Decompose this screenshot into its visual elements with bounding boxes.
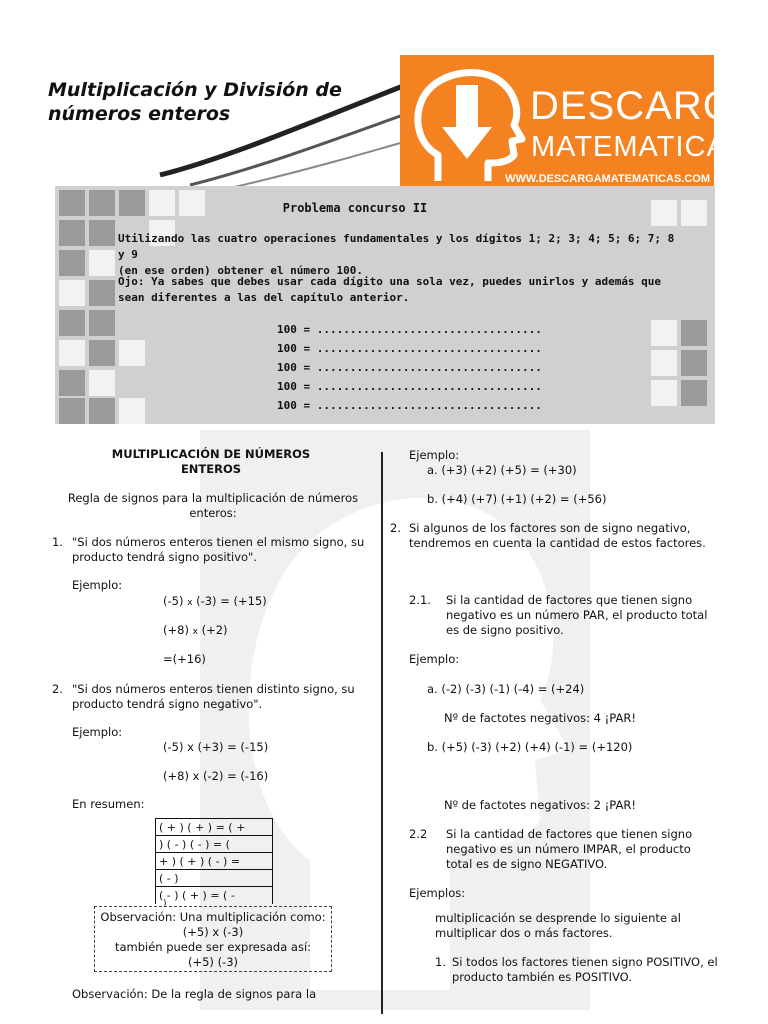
right-item-2-line-1: Si algunos de los factores son de signo negativo, (409, 521, 691, 535)
title-line-2: números enteros (48, 103, 231, 125)
multiply-sign: x (192, 627, 198, 637)
sign-rules-table (155, 818, 273, 904)
multiplication-note-line-2: multiplicar dos o más factores. (435, 926, 613, 940)
table-row (156, 836, 273, 853)
observation-footer: Observación: De la regla de signos para la (72, 987, 317, 1001)
answer-line-1: 100 = .................................. (277, 323, 542, 336)
multiplication-note (435, 911, 725, 941)
problem-box (55, 186, 715, 424)
example-label-2: Ejemplo: (72, 725, 123, 739)
example-line-5: (+8) x (-2) = (-16) (163, 769, 269, 783)
head-download-icon (408, 63, 526, 187)
right-item-2-text (409, 521, 719, 551)
section-heading-line-2: ENTEROS (180, 462, 242, 476)
subsection-2-2-line-2: negativo es un número IMPAR, el producto (446, 842, 691, 856)
right-example-a2: a. (-2) (-3) (-1) (-4) = (+24) (427, 682, 585, 696)
table-row (156, 870, 273, 887)
right-examples-label: Ejemplos: (409, 886, 466, 900)
example-line-3: =(+16) (163, 652, 206, 666)
table-cell: + ) ( + ) ( - ) = (156, 853, 273, 870)
rule-1-line-2: producto también es POSITIVO. (452, 970, 632, 984)
observation-box (94, 906, 332, 972)
right-example-b: b. (+4) (+7) (+1) (+2) = (+56) (427, 492, 607, 506)
answer-line-2: 100 = .................................. (277, 342, 542, 355)
item-2-line-2: producto tendrá signo negativo". (72, 697, 263, 711)
right-example-a: a. (+3) (+2) (+5) = (+30) (427, 463, 577, 477)
table-cell: ( + ) ( + ) = ( + (156, 819, 273, 836)
table-cell: ( - ) ( + ) = ( - (156, 887, 273, 904)
right-item-2-line-2: tendremos en cuenta la cantidad de estos factores. (409, 536, 706, 550)
table-tail: ) (163, 899, 167, 909)
rule-1-number: 1. (435, 955, 446, 969)
answer-line-5: 100 = .................................. (277, 399, 542, 412)
sign-rule-intro (58, 491, 368, 521)
sign-rule-line-1: Regla de signos para la multiplicación de números (67, 491, 359, 505)
subsection-2-1-line-1: Si la cantidad de factores que tienen signo (446, 593, 693, 607)
observation-line-3: también puede ser expresada así: (114, 940, 312, 954)
example-label-1: Ejemplo: (72, 578, 123, 592)
problem-p2-line-2: sean diferentes a las del capítulo anterior. (118, 291, 410, 304)
problem-title: Problema concurso II (282, 201, 428, 215)
example-line-4: (-5) x (+3) = (-15) (163, 740, 269, 754)
logo-url: WWW.DESCARGAMATEMATICAS.COM (505, 173, 710, 185)
example-1-right: (-3) = (+15) (196, 594, 267, 608)
subsection-2-1-line-2: negativo es un número PAR, el producto total (446, 608, 708, 622)
example-1-left: (-5) (163, 594, 184, 608)
descarga-matematicas-logo (400, 55, 763, 195)
subsection-2-2-line-3: total es de signo NEGATIVO. (446, 857, 608, 871)
example-2-right: (+2) (201, 623, 228, 637)
subsection-2-2-text (446, 827, 726, 872)
negative-count-1: Nº de factotes negativos: 4 ¡PAR! (444, 711, 636, 725)
logo-text-descarga: DESCARGA (530, 84, 763, 128)
multiplication-note-line-1: multiplicación se desprende lo siguiente al (435, 911, 681, 925)
logo-text-matematicas: MATEMATICAS (531, 131, 748, 163)
item-1-line-2: producto tendrá signo positivo". (72, 550, 258, 564)
example-line-2 (163, 623, 228, 640)
item-1-text (72, 535, 382, 565)
problem-p1-line-1: Utilizando las cuatro operaciones fundamentales y los dígitos 1; 2; 3; 4; 5; 6; 7; 8 y 9 (118, 232, 675, 261)
section-heading (96, 447, 326, 477)
problem-paragraph-2 (118, 274, 678, 306)
right-example-label: Ejemplo: (409, 448, 460, 462)
rule-1-line-1: Si todos los factores tienen signo POSITIVO, el (452, 955, 718, 969)
item-2-text (72, 682, 382, 712)
answer-line-4: 100 = .................................. (277, 380, 542, 393)
title-line-1: Multiplicación y División de (48, 79, 342, 101)
item-1-line-1: "Si dos números enteros tienen el mismo signo, su (72, 535, 365, 549)
subsection-2-1-number: 2.1. (409, 593, 431, 607)
observation-line-2: (+5) x (-3) (182, 925, 244, 939)
right-item-2-number: 2. (390, 521, 401, 535)
table-row (156, 819, 273, 836)
example-2-left: (+8) (163, 623, 189, 637)
example-line-1 (163, 594, 267, 611)
subsection-2-1-text (446, 593, 726, 638)
problem-paragraph-1 (118, 231, 678, 279)
item-2-number: 2. (52, 682, 63, 696)
negative-count-2: Nº de factotes negativos: 2 ¡PAR! (444, 798, 636, 812)
table-row (156, 887, 273, 904)
observation-line-1: Observación: Una multiplicación como: (100, 910, 326, 924)
item-1-number: 1. (52, 535, 63, 549)
problem-p1-line-2: (en ese orden) obtener el número 100. (118, 264, 364, 277)
problem-p2-line-1: Ojo: Ya sabes que debes usar cada dígito una sola vez, puedes unirlos y además que (118, 275, 662, 288)
item-2-line-1: "Si dos números enteros tienen distinto signo, su (72, 682, 355, 696)
multiply-sign: x (187, 598, 193, 608)
right-example-b2: b. (+5) (-3) (+2) (+4) (-1) = (+120) (427, 740, 633, 754)
sign-rule-line-2: enteros: (189, 506, 237, 520)
table-cell: ( - ) (156, 870, 273, 887)
section-heading-line-1: MULTIPLICACIÓN DE NÚMEROS (111, 447, 311, 461)
answer-line-3: 100 = .................................. (277, 361, 542, 374)
table-row (156, 853, 273, 870)
observation-line-4: (+5) (-3) (187, 955, 239, 969)
table-cell: ) ( - ) ( - ) = ( (156, 836, 273, 853)
summary-label: En resumen: (72, 797, 145, 811)
right-example-label-2: Ejemplo: (409, 652, 460, 666)
rule-1-text (452, 955, 732, 985)
subsection-2-1-line-3: es de signo positivo. (446, 623, 564, 637)
subsection-2-2-line-1: Si la cantidad de factores que tienen signo (446, 827, 693, 841)
subsection-2-2-number: 2.2 (409, 827, 428, 841)
